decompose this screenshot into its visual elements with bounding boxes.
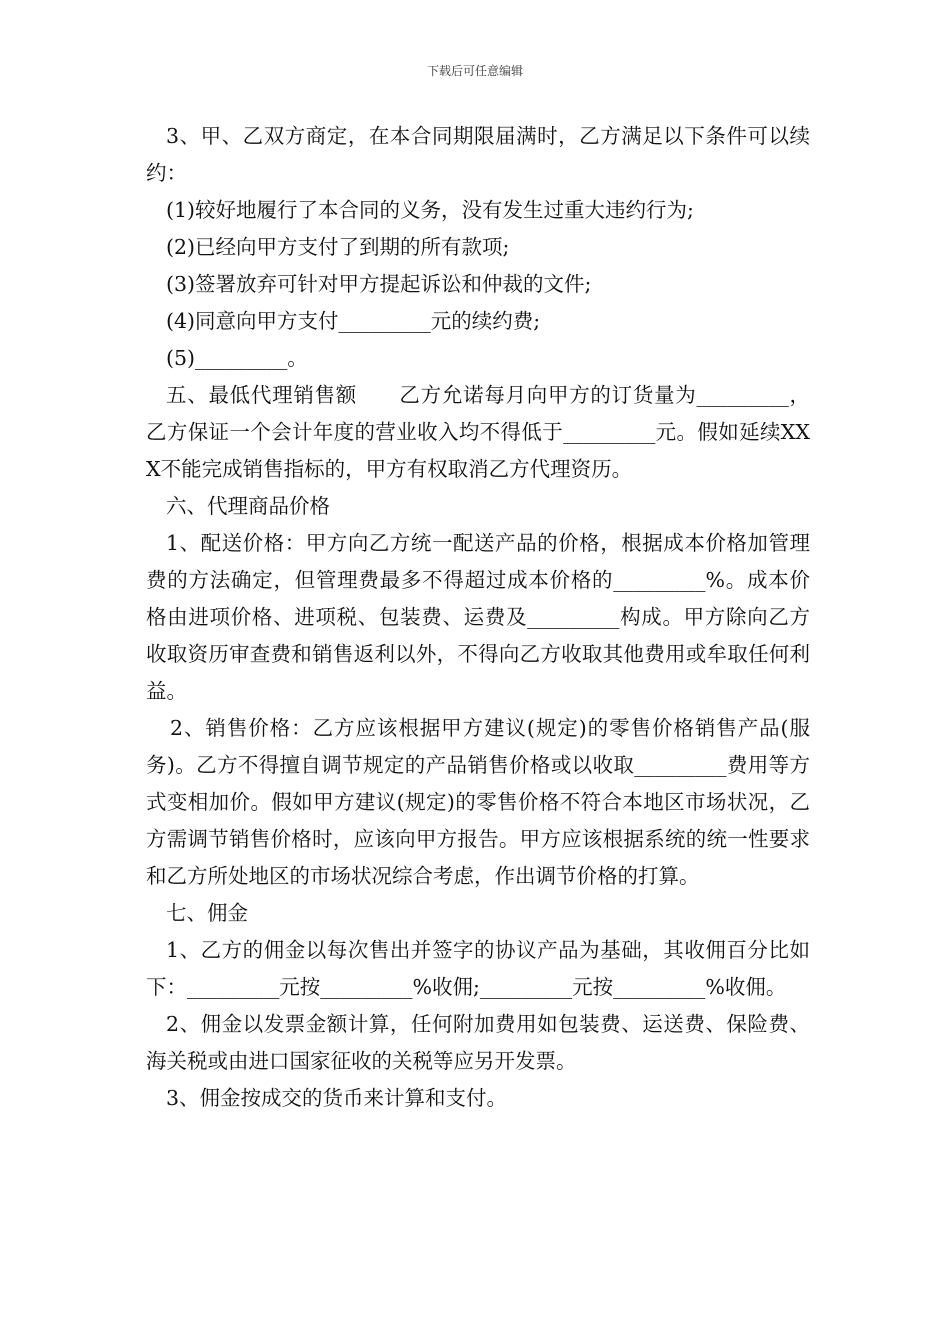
paragraph-delivery-price: 1、配送价格：甲方向乙方统一配送产品的价格，根据成本价格加管理费的方法确定，但管理费最多不得超过成本价格的_________%。成本价格由进项价格、进项税、包装费、运费及_________构成。甲方除向乙方收取资历审查费和销售返利以外，不得向乙方收取其他费用或牟取任何利益。 xyxy=(146,531,810,703)
condition-item-5: (5)_________。 xyxy=(166,346,308,370)
section-heading-pricing: 六、代理商品价格 xyxy=(166,494,330,518)
paragraph-commission-invoice: 2、佣金以发票金额计算，任何附加费用如包装费、运送费、保险费、海关税或由进口国家征收的关税等应另开发票。 xyxy=(146,1012,810,1073)
section-heading-commission: 七、佣金 xyxy=(166,901,248,925)
paragraph-commission-currency: 3、佣金按成交的货币来计算和支付。 xyxy=(166,1086,508,1110)
condition-item-4: (4)同意向甲方支付_________元的续约费; xyxy=(166,309,541,333)
condition-item-2: (2)已经向甲方支付了到期的所有款项; xyxy=(166,235,510,259)
page-header: 下载后可任意编辑 xyxy=(426,64,523,78)
paragraph-commission-rate: 1、乙方的佣金以每次售出并签字的协议产品为基础，其收佣百分比如下：_________元按_________%收佣;_________元按_________%收佣。 xyxy=(146,938,810,999)
condition-item-3: (3)签署放弃可针对甲方提起诉讼和仲裁的文件; xyxy=(166,272,592,296)
paragraph-retail-price: 2、销售价格：乙方应该根据甲方建议(规定)的零售价格销售产品(服务)。乙方不得擅自调节规定的产品销售价格或以收取_________费用等方式变相加价。假如甲方建议(规定)的零售价格不符合本地区市场状况，乙方需调节销售价格时，应该向甲方报告。甲方应该根据系统的统一性要求和乙方所处地区的市场状况综合考虑，作出调节价格的打算。 xyxy=(146,716,810,888)
condition-item-1: (1)较好地履行了本合同的义务，没有发生过重大违约行为; xyxy=(166,198,694,222)
paragraph-renewal-conditions: 3、甲、乙双方商定，在本合同期限届满时，乙方满足以下条件可以续约： xyxy=(146,124,810,185)
document-body xyxy=(146,118,810,1117)
section-minimum-sales: 五、最低代理销售额 乙方允诺每月向甲方的订货量为_________，乙方保证一个会计年度的营业收入均不得低于_________元。假如延续XXX不能完成销售指标的，甲方有权取消乙方代理资历。 xyxy=(146,383,810,481)
